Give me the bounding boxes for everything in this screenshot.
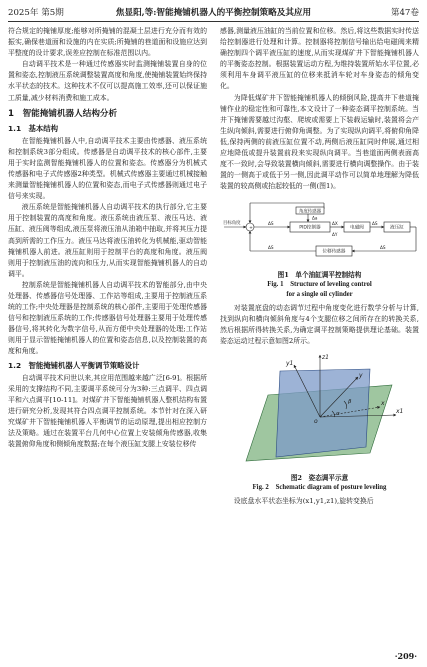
- valve-label: 电磁阀: [350, 226, 364, 232]
- volume-label: 第47卷: [390, 8, 419, 18]
- issue-label: 2025年 第5期: [8, 8, 64, 18]
- paragraph: 感器,测量液压油缸的当前位置和位移。然后,将这些数据实时传送给控制器进行处理和计算。控制器将控制信号输出给电磁阀来精确控制四个调平液压缸的速度,从而实现煤矿井下智能掩铺机器人的平衡姿态控制。根据装置运动方程,为维持装置所始水平位置,必须利用车身调平液压缸的位移来抵消车轮对车身姿态的倾角变化。: [220, 27, 419, 91]
- subsection-heading: 1.2 智能掩铺机器人平衡调节策略设计: [8, 360, 140, 370]
- angle-sensor-label: 角度传感器: [299, 209, 321, 215]
- delta-y-label: ΔY: [332, 232, 338, 238]
- axis-y-label: y: [359, 371, 363, 379]
- paragraph: 为降低煤矿井下智能掩铺机器人的倾倒风险,提高井下巷道掩铺作业的稳定性和可靠性,本文设计了一种姿态调平控制系统。当井下掩铺需要越过沟壑、爬坡或需要上下装载运输时,装置将会产生纵向倾斜,需要进行俯仰角调整。为了实现纵向调平,将俯仰角降低,保持两侧的前液压缸位置不动,两侧后液压缸同时伸展,通过相应地降低或提升装置前段来实现纵向调平。当巷道面两侧表面高度不一致时,会导致装置横向倾斜,需要进行横向调整操作。由于装置的一侧高于或低于另一侧,因此调平动作可以简单地理解为降低装置的较高侧或抬起较低的一侧(图1)。: [220, 93, 419, 191]
- header-rule: [8, 21, 419, 22]
- paragraph: 自动调平技术问世以来,其应用范围越来越广泛[6-9]。根据所采用的支撑结构不同,主要调平系统可分为3种:三点调平、四点调平和六点调平[10-11]。对煤矿井下智能掩铺机器人整机结构布置进行研究分析,发现其符合四点调平控制系统。本节针对在深入研究煤矿井下智能掩铺机器人平衡调节的运动原理,提出相应控制方法及策略。通过在装置平台几何中心位置上安装倾角传感器,收集装置俯仰角度和侧倾角度数据;在每个液压缸支腿上安装位移传: [8, 373, 207, 449]
- running-header: [8, 6, 419, 20]
- axis-y1-label: y1: [286, 359, 294, 367]
- paragraph: 自动调平技术是一种通过传感器实时监测掩铺装置自身的位置和姿态,控制液压系统调整装置高度和角度,使掩铺装置始终保持水平状态的技术。这种技术不仅可以提高施工效率,还可以保证施工质量,减少材料消费和施工成本。: [8, 60, 207, 102]
- axis-x1-label: x1: [396, 407, 404, 415]
- left-column: [8, 26, 207, 450]
- cylinder-label: 液压缸: [390, 226, 404, 232]
- paragraph: 控制系统是智能掩铺机器人自动调平技术的智能部分,由中央处理器、传感器信号处理器、工作站等组成,主要用于控制液压系统的工作;中央处理器是控制系统的核心部件,主要用于处理传感器信号和控制液压系统的工作;传感器信号处理器主要用于处理传感器信号,将其转化为数字信号,从而方便中央处理器的处理;工作站则用于显示智能掩铺机器人的位置和姿态信息,以及控制装置的高度和角度。: [8, 280, 207, 356]
- figure-2: [220, 349, 419, 493]
- figure-2-caption-en: Fig. 2 Schematic diagram of posture leveling: [252, 483, 387, 491]
- leveling-control-diagram: [220, 195, 419, 265]
- origin-label: o: [314, 417, 318, 425]
- axis-z1-label: z1: [322, 353, 329, 361]
- axis-x-label: x: [381, 399, 385, 407]
- paragraph: 对装置底盘的动态调节过程中角度变化进行数学分析与计算,找到纵向和横向倾斜角度与4个支腿位移之间所存在的转换关系,然后根据所得转换关系,为确定调平控制策略提供理论基础。装置姿态运动过程示意如图2所示。: [220, 303, 419, 345]
- section-heading: 1 智能掩铺机器人结构分析: [8, 108, 118, 119]
- delta-a-label: Δa: [312, 215, 318, 221]
- paragraph: 符合规定的掩铺厚度;能够对所掩铺的混凝土层进行充分而有效的振实,确保巷道面和设施的内在实质;所掩铺的巷道面和设施应达到平整度的设计要求,误差应控制在标准范围以内。: [8, 27, 207, 58]
- paragraph: 液压系统是智能掩铺机器人自动调平技术的执行部分,它主要用于控制装置的高度和角度。液压系统由液压泵、液压马达、液压缸、液压阀等组成,液压泵将液压油从油箱中抽取,并将其压力提高到所需的工作压力。液压马达将液压油转化为机械能,驱动智能掩铺机器人前进。液压缸则用于控制平台的高度和角度。液压阀则用于控制液压油的流向和压力,从而实现智能掩铺机器人的自动调平。: [8, 203, 207, 278]
- subsection-heading: 1.1 基本结构: [8, 123, 59, 133]
- sum-sign: +: [249, 226, 253, 232]
- angle-alpha-label: α: [336, 410, 340, 417]
- running-title: 焦显阳,等:智能掩铺机器人的平衡控制策略及其应用: [115, 8, 312, 18]
- tilted-plane: [276, 369, 370, 457]
- position-sensor-label: 位移传感器: [322, 250, 346, 256]
- paragraph: 在智能掩铺机器人中,自动调平技术主要由传感器、液压系统和控制系统3部分组成。传感器是自动调平技术的核心部件,主要用于实时监测智能掩铺机器人的位置和姿态。传感器分为机械式传感器和电子式传感器2种类型。机械式传感器主要通过机械接触来测量智能掩铺机器人的位置和姿态,而电子式传感器则通过电子信号来实现。: [8, 136, 207, 201]
- delta-s-label: ΔS: [268, 221, 274, 227]
- feedback-label: ΔS: [380, 245, 386, 251]
- output-label: ΔS: [372, 221, 378, 227]
- figure-1-caption-en-2: for a single oil cylinder: [286, 290, 353, 298]
- angle-beta-label: β: [348, 398, 352, 405]
- figure-2-caption-cn: 图2 姿态调平示意: [290, 473, 349, 482]
- figure-1-caption-cn: 图1 单个油缸调平控制结构: [277, 270, 362, 279]
- posture-leveling-diagram: [220, 349, 419, 469]
- page-number: ·209·: [394, 651, 417, 661]
- pid-label: PID控制器: [299, 226, 321, 232]
- delta-x-label: ΔX: [332, 221, 338, 227]
- target-angle-label: 目标角度: [223, 221, 241, 227]
- feedback-label-left: ΔS: [268, 245, 274, 251]
- right-column: [220, 26, 419, 507]
- paragraph: 设底盘水平状态坐标为(x1,y1,z1),旋转变换后: [233, 496, 374, 505]
- figure-1-caption-en: Fig. 1 Structure of leveling control: [267, 280, 372, 288]
- figure-1: [220, 195, 419, 299]
